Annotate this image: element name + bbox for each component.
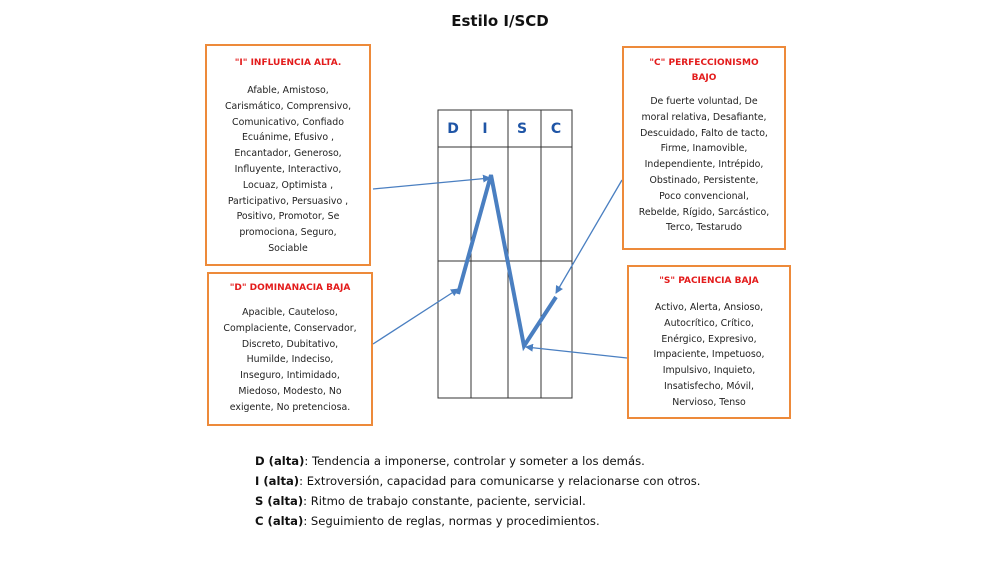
legend-row-c xyxy=(255,511,815,531)
box-c-title: "C" PERFECCIONISMO BAJO xyxy=(649,58,759,83)
box-dominance-low xyxy=(207,272,373,426)
box-d-body: Apacible, Cauteloso, Complaciente, Conservador, Discreto, Dubitativo, Humilde, Indeciso, Inseguro, Intimidado, Miedoso, Modesto, No exigente, No pretenciosa. xyxy=(223,307,357,413)
disc-letter-s: S xyxy=(516,121,528,137)
legend-key: D (alta) xyxy=(255,454,305,468)
box-s-body: Activo, Alerta, Ansioso, Autocrítico, Crítico, Enérgico, Expresivo, Impaciente, Impetuoso, Impulsivo, Inquieto, Insatisfecho, Móvil, Nervioso, Tenso xyxy=(653,302,765,408)
box-i-body: Afable, Amistoso, Carismático, Comprensivo, Comunicativo, Confiado Ecuánime, Efusivo , Encantador, Generoso, Influyente, Interactivo, Locuaz, Optimista , Participativo, Persuasivo , Positivo, Promotor, Se promociona, Seguro, Sociable xyxy=(224,85,352,254)
box-i-title: "I" INFLUENCIA ALTA. xyxy=(234,58,342,68)
legend-text: : Tendencia a imponerse, controlar y someter a los demás. xyxy=(304,454,645,468)
disc-letter-i: I xyxy=(482,121,488,137)
diagram-title: Estilo I/SCD xyxy=(451,12,549,30)
legend-text: : Seguimiento de reglas, normas y procedimientos. xyxy=(303,514,600,528)
legend-text: : Ritmo de trabajo constante, paciente, servicial. xyxy=(303,494,586,508)
legend-key: C (alta) xyxy=(255,514,304,528)
disc-letter-d: D xyxy=(447,121,459,137)
legend xyxy=(255,451,815,531)
box-d-title: "D" DOMINANACIA BAJA xyxy=(229,283,351,293)
legend-row-i xyxy=(255,471,815,491)
box-patience-low xyxy=(627,265,791,419)
disc-letter-c: C xyxy=(550,121,562,137)
box-s-title: "S" PACIENCIA BAJA xyxy=(659,276,759,286)
legend-key: S (alta) xyxy=(255,494,304,508)
legend-row-s xyxy=(255,491,815,511)
legend-text: : Extroversión, capacidad para comunicarse y relacionarse con otros. xyxy=(299,474,701,488)
legend-row-d xyxy=(255,451,815,471)
box-c-body: De fuerte voluntad, De moral relativa, Desafiante, Descuidado, Falto de tacto, Firme, Inamovible, Independiente, Intrépido, Obstinado, Persistente, Poco convencional, Rebelde, Rígido, Sarcástico, Terco, Testarudo xyxy=(638,96,770,234)
box-influence-high xyxy=(205,44,371,266)
legend-key: I (alta) xyxy=(255,474,300,488)
box-perfectionism-low xyxy=(622,46,786,250)
